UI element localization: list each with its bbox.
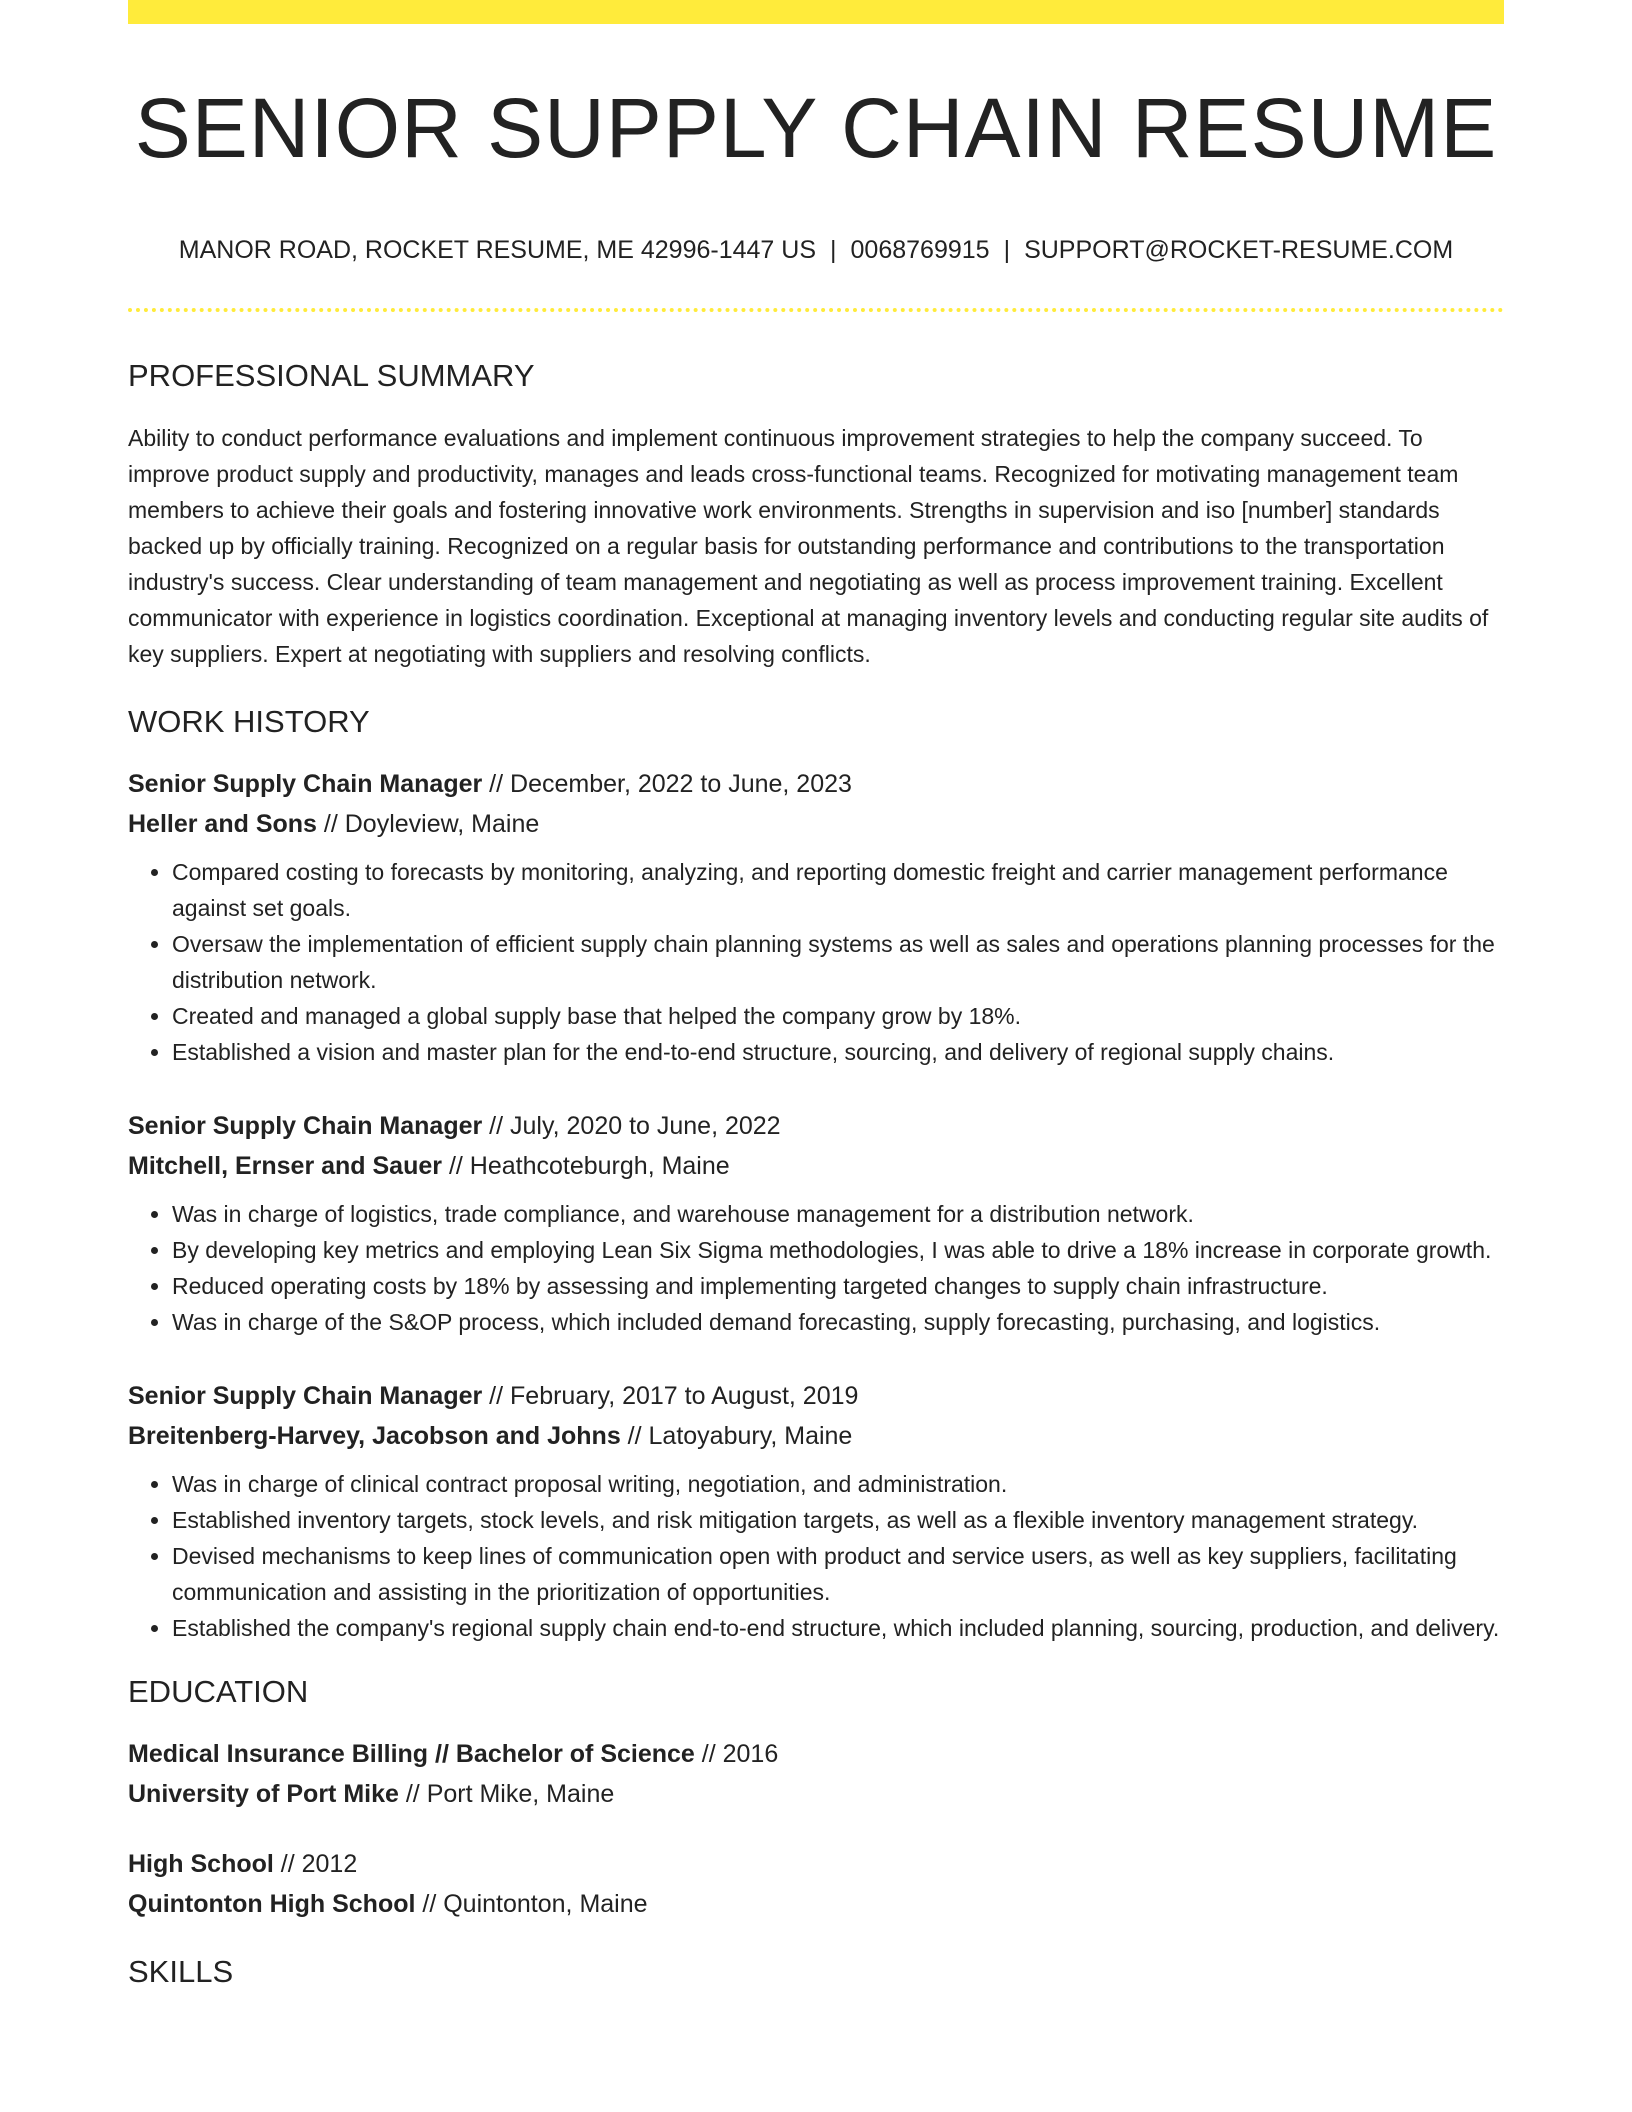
job-dates: // February, 2017 to August, 2019 — [482, 1382, 859, 1410]
education-degree-line — [128, 1734, 1504, 1774]
education-degree: Medical Insurance Billing // Bachelor of Science — [128, 1740, 695, 1768]
job-title-line — [128, 764, 1504, 804]
job-bullet: • Was in charge of clinical contract proposal writing, negotiation, and administration. — [172, 1466, 1504, 1502]
education-school: Quintonton High School — [128, 1890, 416, 1918]
education-year: // 2016 — [694, 1740, 779, 1768]
job-bullets — [128, 1466, 1504, 1646]
resume-content — [128, 0, 1504, 1992]
summary-text: Ability to conduct performance evaluations and implement continuous improvement strategies to help the company succeed. To improve product supply and productivity, manages and leads cross-functional teams. Recognized for motivating management team members to achieve their goals and fostering innovative work environments. Strengths in supervision and iso [number] standards backed up by officially training. Recognized on a regular basis for outstanding performance and contributions to the transportation industry's success. Clear understanding of team management and negotiating as well as process improvement training. Excellent communicator with experience in logistics coordination. Exceptional at managing inventory levels and conducting regular site audits of key suppliers. Expert at negotiating with suppliers and resolving conflicts. — [128, 425, 1489, 667]
skills-section — [128, 1952, 1504, 1992]
job-role: Senior Supply Chain Manager — [128, 770, 483, 798]
job-bullet: • By developing key metrics and employing Lean Six Sigma methodologies, I was able to drive a 18% increase in corporate growth. — [172, 1232, 1504, 1268]
education-entry — [128, 1734, 1504, 1814]
dotted-divider — [128, 308, 1504, 312]
job-bullets — [128, 1196, 1504, 1340]
job-bullet: • Was in charge of the S&OP process, which included demand forecasting, supply forecasting, purchasing, and logistics. — [172, 1304, 1504, 1340]
job-bullet: • Established inventory targets, stock levels, and risk mitigation targets, as well as a flexible inventory management strategy. — [172, 1502, 1504, 1538]
job-location: // Latoyabury, Maine — [620, 1422, 853, 1450]
job-bullet: • Was in charge of logistics, trade compliance, and warehouse management for a distribution network. — [172, 1196, 1504, 1232]
contact-line — [128, 234, 1504, 266]
job-bullet: • Established a vision and master plan for the end-to-end structure, sourcing, and delivery of regional supply chains. — [172, 1034, 1504, 1070]
job-company-line — [128, 1416, 1504, 1456]
job-bullets — [128, 854, 1504, 1070]
summary-section — [128, 356, 1504, 672]
job-role: Senior Supply Chain Manager — [128, 1382, 483, 1410]
job-company-line — [128, 804, 1504, 844]
section-title-education: EDUCATION — [128, 1674, 309, 1709]
job-role: Senior Supply Chain Manager — [128, 1112, 483, 1140]
job-location: // Doyleview, Maine — [316, 810, 540, 838]
section-title-work: WORK HISTORY — [128, 704, 370, 739]
education-school-line — [128, 1884, 1504, 1924]
job-entry — [128, 1106, 1504, 1340]
job-bullet: • Devised mechanisms to keep lines of communication open with product and service users, as well as key suppliers, facilitating communication and assisting in the prioritization of opportunities. — [172, 1538, 1504, 1610]
job-company: Heller and Sons — [128, 810, 317, 838]
job-dates: // July, 2020 to June, 2022 — [482, 1112, 781, 1140]
work-history-section — [128, 702, 1504, 1646]
contact-separator: | — [1003, 236, 1011, 264]
education-school: University of Port Mike — [128, 1780, 399, 1808]
contact-address: MANOR ROAD, ROCKET RESUME, ME 42996-1447 US — [178, 236, 817, 264]
education-year: // 2012 — [273, 1850, 358, 1878]
job-company-line — [128, 1146, 1504, 1186]
job-entry — [128, 764, 1504, 1070]
job-bullet: • Compared costing to forecasts by monitoring, analyzing, and reporting domestic freight and carrier management performance against set goals. — [172, 854, 1504, 926]
education-location: // Quintonton, Maine — [415, 1890, 648, 1918]
job-bullet: • Created and managed a global supply base that helped the company grow by 18%. — [172, 998, 1504, 1034]
contact-separator: | — [830, 236, 837, 264]
job-title-line — [128, 1376, 1504, 1416]
education-location: // Port Mike, Maine — [398, 1780, 615, 1808]
education-degree-line — [128, 1844, 1504, 1884]
job-bullet: • Established the company's regional supply chain end-to-end structure, which included planning, sourcing, production, and delivery. — [172, 1610, 1504, 1646]
job-bullet: • Oversaw the implementation of efficient supply chain planning systems as well as sales and operations planning processes for the distribution network. — [172, 926, 1504, 998]
section-title-summary: PROFESSIONAL SUMMARY — [128, 358, 535, 393]
contact-email: SUPPORT@ROCKET-RESUME.COM — [1024, 236, 1454, 264]
job-company: Breitenberg-Harvey, Jacobson and Johns — [128, 1422, 621, 1450]
resume-title: SENIOR SUPPLY CHAIN RESUME — [134, 81, 1498, 175]
job-entry — [128, 1376, 1504, 1646]
section-title-skills: SKILLS — [128, 1954, 234, 1989]
job-location: // Heathcoteburgh, Maine — [442, 1152, 730, 1180]
job-dates: // December, 2022 to June, 2023 — [482, 770, 852, 798]
contact-phone: 0068769915 — [850, 236, 990, 264]
education-entry — [128, 1844, 1504, 1924]
job-bullet: • Reduced operating costs by 18% by assessing and implementing targeted changes to supply chain infrastructure. — [172, 1268, 1504, 1304]
education-school-line — [128, 1774, 1504, 1814]
education-degree: High School — [128, 1850, 274, 1878]
education-section — [128, 1672, 1504, 1924]
job-company: Mitchell, Ernser and Sauer — [128, 1152, 442, 1180]
job-title-line — [128, 1106, 1504, 1146]
